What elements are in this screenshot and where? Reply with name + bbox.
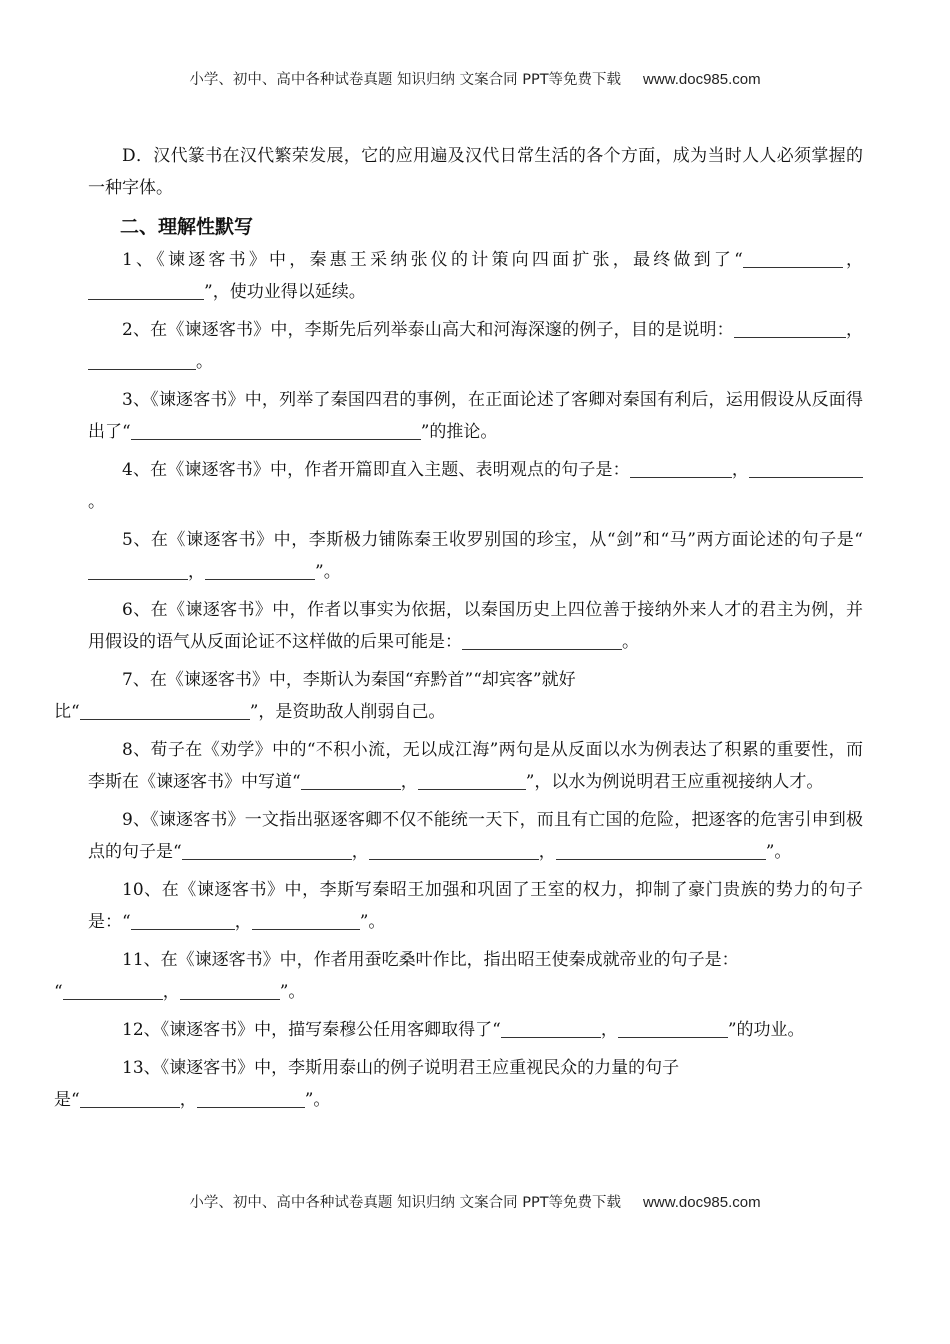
question-13 <box>54 1052 863 1116</box>
q4-text-b: ， <box>731 460 749 480</box>
answer-blank[interactable] <box>301 771 401 790</box>
answer-blank[interactable] <box>88 561 188 580</box>
question-1 <box>88 244 863 308</box>
q6-text-b: 。 <box>622 632 639 652</box>
q1-text-a: 1、《谏逐客书》中，秦惠王采纳张仪的计策向四面扩张，最终做到了“ <box>122 250 743 270</box>
q2-text-c: 。 <box>196 352 213 372</box>
q2-text-a: 2、在《谏逐客书》中，李斯先后列举泰山高大和河海深邃的例子，目的是说明： <box>122 320 734 340</box>
answer-blank[interactable] <box>418 771 526 790</box>
q12-text-c: ”的功业。 <box>727 1020 805 1040</box>
question-5 <box>88 524 863 588</box>
answer-blank[interactable] <box>556 841 766 860</box>
q2-text-b: ， <box>845 320 863 340</box>
answer-blank[interactable] <box>88 281 204 300</box>
answer-blank[interactable] <box>501 1019 601 1038</box>
question-7 <box>54 664 863 728</box>
q9-text-b: ， <box>351 842 369 862</box>
q13-text-a: 13、《谏逐客书》中，李斯用泰山的例子说明君王应重视民众的力量的句子 <box>122 1058 680 1078</box>
q9-text-a: 9、《谏逐客书》一文指出驱逐客卿不仅不能统一天下，而且有亡国的危险，把逐客的危害引申到极点的句子是“ <box>88 810 863 862</box>
answer-blank[interactable] <box>80 701 250 720</box>
header-text: 小学、初中、高中各种试卷真题 知识归纳 文案合同 PPT等免费下载 <box>189 72 622 88</box>
answer-blank[interactable] <box>369 841 539 860</box>
q7-text-a: 7、在《谏逐客书》中，李斯认为秦国“弃黔首”“却宾客”就好 <box>122 670 576 690</box>
answer-blank[interactable] <box>88 351 196 370</box>
answer-blank[interactable] <box>618 1019 728 1038</box>
question-3 <box>88 384 863 448</box>
q7-text-c: ”，是资助敌人削弱自己。 <box>249 702 446 722</box>
section-title: 二、理解性默写 <box>120 216 254 238</box>
answer-blank[interactable] <box>462 631 622 650</box>
question-6 <box>88 594 863 658</box>
q3-text-a: 3、《谏逐客书》中，列举了秦国四君的事例，在正面论述了客卿对秦国有利后，运用假设从反面得出了“ <box>88 390 863 442</box>
question-10 <box>88 874 863 938</box>
answer-blank[interactable] <box>197 1089 305 1108</box>
answer-blank[interactable] <box>131 911 235 930</box>
q12-text-b: ， <box>600 1020 618 1040</box>
q10-text-c: ”。 <box>359 912 386 932</box>
question-11 <box>54 944 863 1008</box>
q4-text-c: 。 <box>88 492 105 512</box>
q4-text-a: 4、在《谏逐客书》中，作者开篇即直入主题、表明观点的句子是： <box>122 460 630 480</box>
answer-blank[interactable] <box>743 249 843 268</box>
question-2 <box>88 314 863 378</box>
q11-text-a: 11、在《谏逐客书》中，作者用蚕吃桑叶作比，指出昭王使秦成就帝业的句子是： <box>122 950 739 970</box>
answer-blank[interactable] <box>63 981 163 1000</box>
question-8 <box>88 734 863 798</box>
answer-blank[interactable] <box>180 981 280 1000</box>
q5-text-a: 5、在《谏逐客书》中，李斯极力铺陈秦王收罗别国的珍宝，从“剑”和“马”两方面论述的句子是“ <box>122 530 863 550</box>
document-body <box>54 140 863 1122</box>
answer-blank[interactable] <box>182 841 352 860</box>
page-footer <box>0 1191 950 1212</box>
answer-blank[interactable] <box>252 911 360 930</box>
q8-text-c: ”，以水为例说明君王应重视接纳人才。 <box>525 772 824 792</box>
q13-text-c: ， <box>179 1090 197 1110</box>
q11-text-c: ， <box>162 982 180 1002</box>
q9-text-c: ， <box>538 842 556 862</box>
q5-text-c: ”。 <box>315 562 341 582</box>
q1-text-c: ”，使功业得以延续。 <box>204 282 366 302</box>
q13-text-d: ”。 <box>304 1090 331 1110</box>
q5-text-b: ， <box>188 562 205 582</box>
q12-text-a: 12、《谏逐客书》中，描写秦穆公任用客卿取得了“ <box>122 1020 501 1040</box>
footer-text: 小学、初中、高中各种试卷真题 知识归纳 文案合同 PPT等免费下载 <box>189 1195 622 1211</box>
question-4 <box>88 454 863 518</box>
answer-blank[interactable] <box>630 459 732 478</box>
q7-text-b: 比“ <box>54 702 80 722</box>
question-12 <box>88 1014 863 1046</box>
q13-text-b: 是“ <box>54 1090 80 1110</box>
answer-blank[interactable] <box>131 421 421 440</box>
answer-blank[interactable] <box>749 459 863 478</box>
q3-text-b: ”的推论。 <box>420 422 498 442</box>
q6-text-a: 6、在《谏逐客书》中，作者以事实为依据，以秦国历史上四位善于接纳外来人才的君主为例，并用假设的语气从反面论证不这样做的后果可能是： <box>88 600 863 652</box>
q9-text-d: ”。 <box>765 842 792 862</box>
header-site: www.doc985.com <box>643 71 761 88</box>
question-9 <box>88 804 863 868</box>
q8-text-b: ， <box>400 772 418 792</box>
footer-site: www.doc985.com <box>643 1194 761 1211</box>
answer-blank[interactable] <box>205 561 315 580</box>
answer-blank[interactable] <box>734 319 846 338</box>
option-d: D．汉代篆书在汉代繁荣发展，它的应用遍及汉代日常生活的各个方面，成为当时人人必须掌握的一种字体。 <box>88 146 863 198</box>
q11-text-b: “ <box>54 982 63 1002</box>
answer-blank[interactable] <box>80 1089 180 1108</box>
q1-text-b: ， <box>842 250 863 270</box>
q8-text-a: 8、荀子在《劝学》中的“不积小流，无以成江海”两句是从反面以水为例表达了积累的重要性，而李斯在《谏逐客书》中写道“ <box>88 740 863 792</box>
q10-text-a: 10、在《谏逐客书》中，李斯写秦昭王加强和巩固了王室的权力，抑制了豪门贵族的势力的句子是：“ <box>88 880 863 932</box>
q11-text-d: ”。 <box>279 982 306 1002</box>
page-header <box>0 68 950 89</box>
q10-text-b: ， <box>234 912 252 932</box>
